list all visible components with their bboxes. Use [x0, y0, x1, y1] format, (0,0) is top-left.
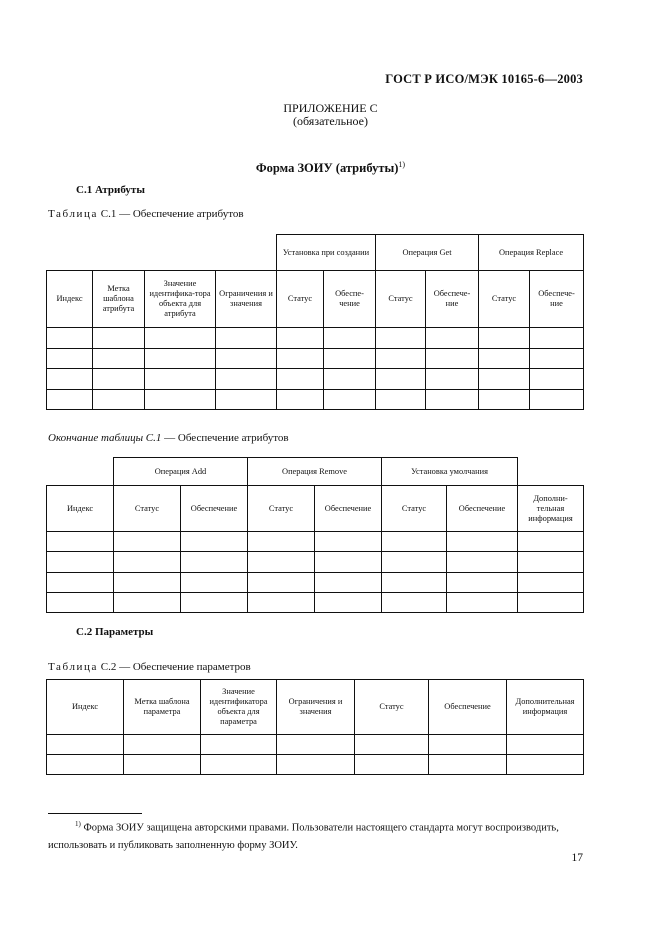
caption-italic: Окончание таблицы С.1 — [48, 432, 162, 444]
group-header: Установка при создании — [277, 235, 376, 271]
caption-text: — Обеспечение атрибутов — [161, 432, 289, 444]
caption-text: С.1 — Обеспечение атрибутов — [98, 208, 244, 220]
footnote-separator — [48, 813, 142, 814]
footnote-reference: 1) — [398, 160, 406, 169]
column-header: Обеспече-ние — [426, 271, 479, 328]
table-row — [47, 390, 584, 410]
table-c1-caption — [48, 208, 244, 220]
table-row — [47, 532, 584, 552]
footnote — [48, 816, 583, 854]
column-header: Метка шаблона параметра — [124, 680, 201, 735]
column-header: Обеспечение — [181, 486, 248, 532]
table-row — [47, 552, 584, 573]
page-number: 17 — [571, 852, 583, 864]
table-c1 — [46, 234, 584, 410]
table-row — [47, 369, 584, 390]
column-header: Статус — [355, 680, 429, 735]
table-row — [47, 573, 584, 593]
caption-prefix: Таблица — [48, 208, 98, 220]
form-title-text: Форма ЗОИУ (атрибуты) — [255, 161, 399, 176]
column-header: Значение идентифика-тора объекта для атрибута — [145, 271, 216, 328]
column-header: Обеспечение — [447, 486, 518, 532]
group-header: Операция Add — [114, 458, 248, 486]
group-header: Операция Remove — [248, 458, 382, 486]
column-header: Обеспечение — [315, 486, 382, 532]
column-header: Значение идентификатора объекта для параметра — [201, 680, 277, 735]
column-header: Дополнительная информация — [507, 680, 584, 735]
appendix-heading — [0, 102, 661, 128]
table-row — [47, 735, 584, 755]
section-heading-attributes: С.1 Атрибуты — [76, 184, 145, 196]
table-row — [47, 328, 584, 349]
table-row — [47, 349, 584, 369]
group-header: Установка умолчания — [382, 458, 518, 486]
appendix-title: ПРИЛОЖЕНИЕ С — [283, 101, 378, 115]
caption-prefix: Таблица — [48, 661, 98, 673]
column-header: Ограничения и значения — [277, 680, 355, 735]
column-header: Дополни-тельная информация — [518, 486, 584, 532]
column-header: Статус — [479, 271, 530, 328]
column-header: Индекс — [47, 486, 114, 532]
group-header: Операция Replace — [479, 235, 584, 271]
column-header: Статус — [376, 271, 426, 328]
table-c2 — [46, 679, 584, 775]
column-header: Статус — [382, 486, 447, 532]
column-header: Индекс — [47, 271, 93, 328]
caption-text: С.2 — Обеспечение параметров — [98, 661, 251, 673]
table-c1-end — [46, 457, 584, 613]
table-row — [47, 593, 584, 613]
form-title — [0, 160, 661, 176]
section-heading-parameters: С.2 Параметры — [76, 626, 154, 638]
column-header: Обеспечение — [429, 680, 507, 735]
footnote-text: Форма ЗОИУ защищена авторскими правами. Пользователи настоящего стандарта могут воспроизводить, использовать и публиковать заполненную форму ЗОИУ. — [48, 822, 559, 851]
column-header: Статус — [114, 486, 181, 532]
column-header: Ограничения и значения — [216, 271, 277, 328]
column-header: Метка шаблона атрибута — [93, 271, 145, 328]
table-c1-end-caption — [48, 432, 289, 444]
footnote-mark: 1) — [75, 820, 81, 828]
table-c2-caption — [48, 661, 251, 673]
table-row — [47, 755, 584, 775]
column-header: Индекс — [47, 680, 124, 735]
group-header: Операция Get — [376, 235, 479, 271]
column-header: Статус — [277, 271, 324, 328]
column-header: Обеспече-ние — [530, 271, 584, 328]
appendix-subtitle: (обязательное) — [293, 114, 368, 128]
column-header: Обеспе-чение — [324, 271, 376, 328]
document-header: ГОСТ Р ИСО/МЭК 10165-6—2003 — [385, 72, 583, 86]
column-header: Статус — [248, 486, 315, 532]
